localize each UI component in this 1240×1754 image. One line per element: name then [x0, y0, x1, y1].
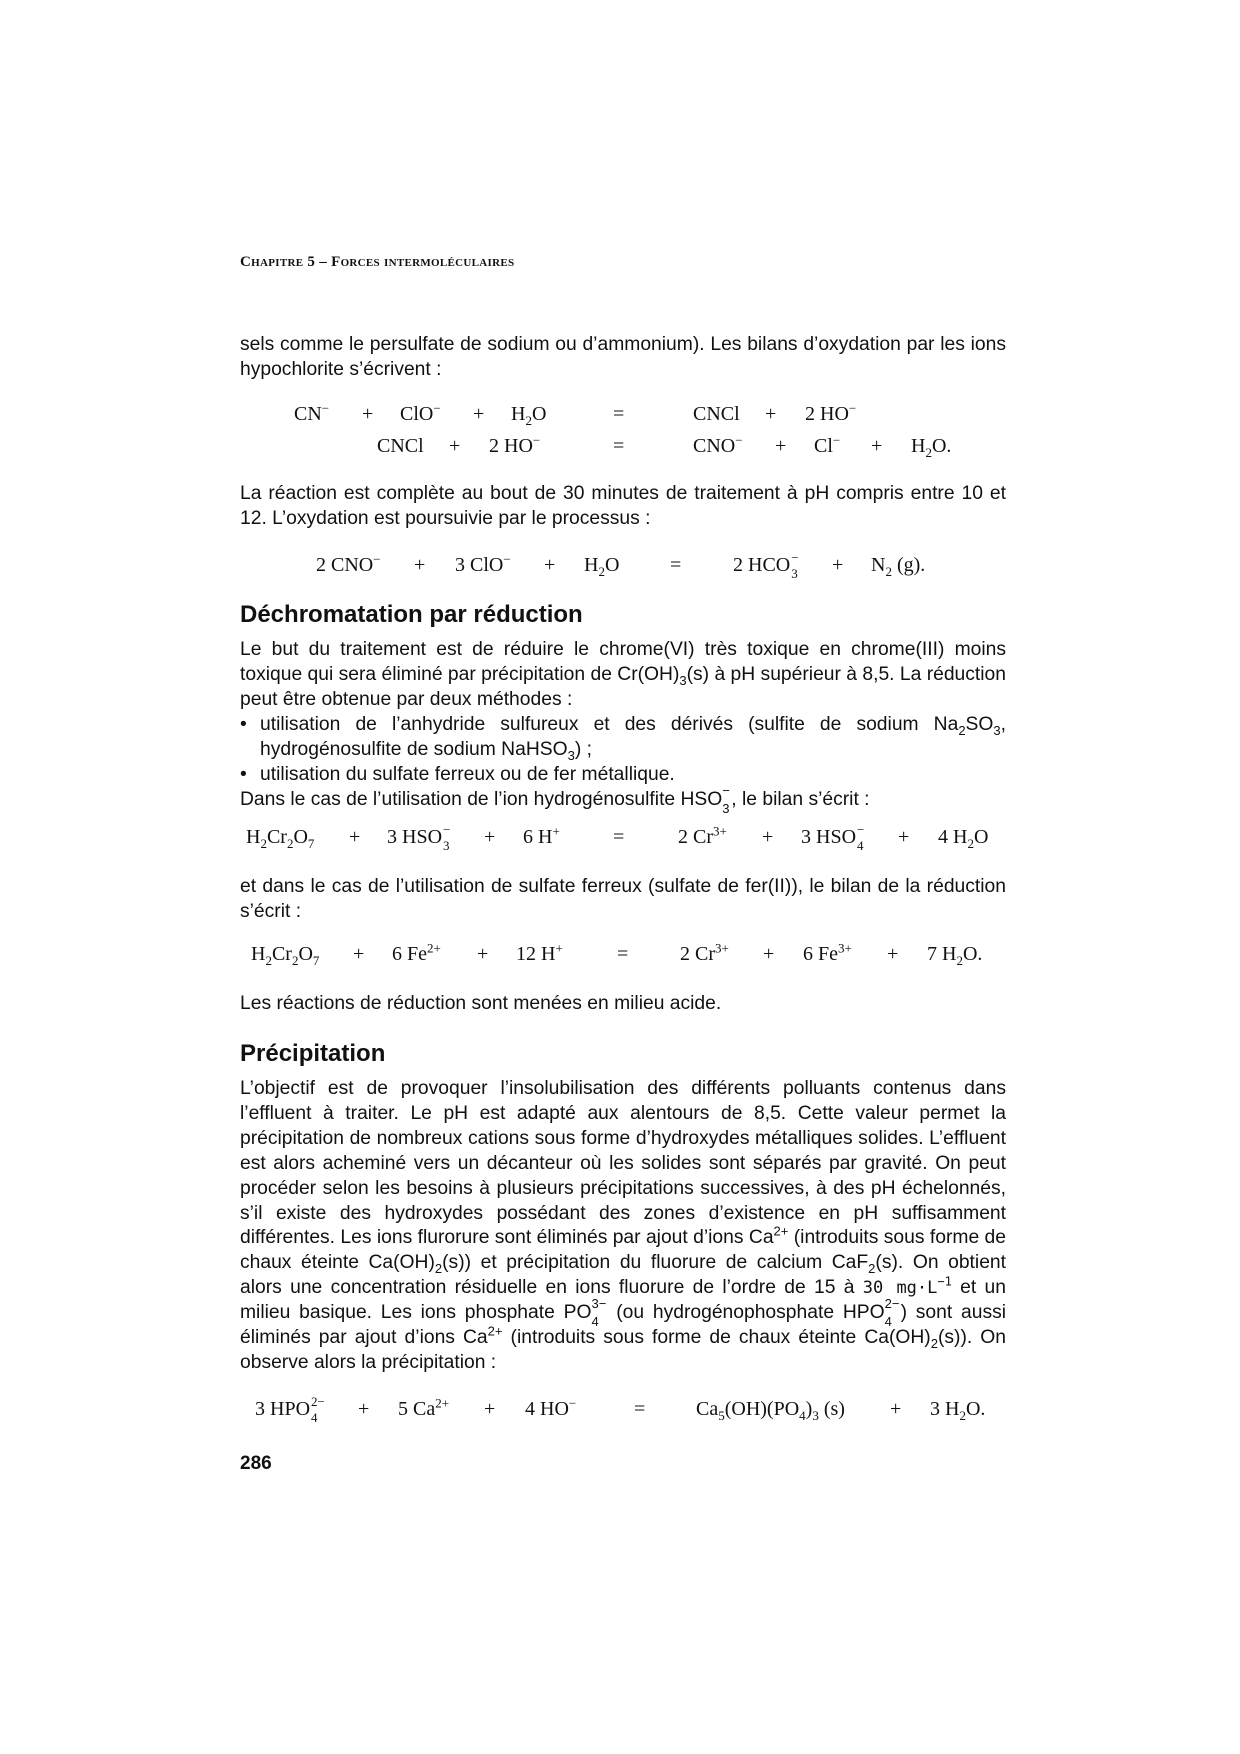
eq4-term-f: 4 $H_2O$: [938, 826, 989, 851]
page-number: 286: [240, 1453, 272, 1474]
eq1-term-a: CN−: [294, 400, 330, 425]
eq2-term-a: CNCl: [377, 435, 424, 457]
eq2-plus-1: +: [449, 435, 461, 457]
paragraph-reaction-complete: La réaction est complète au bout de 30 minutes de traitement à pH compris entre 10 et 12. L’oxydation est poursuivie par le processus :: [240, 483, 1006, 529]
eq6-term-c: 4 HO−: [525, 1395, 577, 1420]
paragraph-acid-medium: Les réactions de réduction sont menées en milieu acide.: [240, 993, 722, 1014]
eq3-plus-2: +: [544, 554, 556, 576]
eq1-term-c: $H_2O$: [511, 403, 547, 428]
eq5-term-e: 6 $Fe^{3+}$: [803, 940, 852, 965]
eq5-plus-2: +: [477, 943, 489, 965]
eq5-plus-4: +: [887, 943, 899, 965]
paragraph-intro: sels comme le persulfate de sodium ou d’ammonium). Les bilans d’oxydation par les ions hypochlorite s’écrivent :: [240, 334, 1006, 380]
eq5-term-c: 12 H+: [516, 940, 563, 965]
eq2-plus-3: +: [871, 435, 883, 457]
eq2-term-e: $H_2O$.: [911, 435, 952, 460]
section-heading-precipitation: Précipitation: [240, 1040, 386, 1067]
eq1-term-d: CNCl: [693, 403, 740, 425]
eq3-plus-1: +: [414, 554, 426, 576]
list-item-ferrous-sulfate: • utilisation du sulfate ferreux ou de fer métallique.: [240, 764, 675, 785]
eq6-plus-2: +: [484, 1398, 496, 1420]
eq1-plus-3: +: [765, 403, 777, 425]
eq2-term-d: Cl−: [814, 432, 841, 457]
eq3-equals: =: [670, 554, 682, 576]
eq3-term-d: 2 HCO − 3: [733, 550, 799, 581]
paragraph-hydrogenosulfite: Dans le cas de l’utilisation de l’ion hydrogénosulfite HSO − 3 , le bilan s’écrit :: [240, 783, 870, 816]
eq2-equals: =: [613, 435, 625, 457]
bullet-icon: •: [240, 764, 247, 785]
paragraph-precipitation: L’objectif est de provoquer l’insolubilisation des différents polluants contenus dans l’effluent à traiter. Le pH est adapté aux alentours de 8,5. Cette valeur permet la précipitation de nombreux cations sous forme d’hydroxydes métalliques solides. L’effluent est alors acheminé vers un décanteur où les solides sont séparés par gravité. On peut procéder selon les besoins à plusieurs précipitations successives, à des pH échelonnés, s’il existe des hydroxydes possédant des zones d’existence en pH suffisamment différentes. Les ions flurorure sont éliminés par ajout d’ions $Ca^{2+}$ (introduits sous forme de chaux éteinte $Ca(OH)_2(s)$) et précipitation du fluorure de calcium CaF$_2$(s). On obtient alors une concentration résiduelle en ions fluorure de l’ordre de 15 à 30 $mg\cdot L^{-1}$ et un milieu basique. Les ions phosphate PO 3− 4 (ou hydrogénophosphate HPO 2− 4 ) sont aussi éliminés par ajout d’ions $Ca^{2+}$ (introduits sous forme de chaux éteinte $Ca(OH)_2(s)$). On observe alors la précipitation :: [240, 1078, 1007, 1373]
eq3-term-e: $N_2$ (g).: [871, 554, 926, 579]
eq5-equals: =: [617, 943, 629, 965]
eq2-term-b: 2 HO−: [489, 432, 541, 457]
eq4-term-b: 3 HSO − 3: [387, 822, 451, 853]
eq6-term-b: 5 $Ca^{2+}$: [398, 1395, 450, 1420]
eq5-term-f: 7 $H_2O$.: [927, 943, 983, 968]
eq4-plus-3: +: [762, 826, 774, 848]
eq3-term-b: 3 ClO−: [455, 551, 511, 576]
eq6-term-e: 3 $H_2O$.: [930, 1398, 986, 1423]
eq4-plus-2: +: [484, 826, 496, 848]
eq3-term-c: $H_2O$: [584, 554, 620, 579]
eq1-plus-2: +: [473, 403, 485, 425]
running-header: Chapitre 5 – Forces intermoléculaires: [240, 254, 515, 270]
eq1-equals: =: [613, 403, 625, 425]
eq4-term-a: $H_2Cr_2O_7$: [246, 826, 315, 851]
eq1-plus-1: +: [362, 403, 374, 425]
eq4-plus-1: +: [349, 826, 361, 848]
eq4-plus-4: +: [898, 826, 910, 848]
eq4-term-d: 2 $Cr^{3+}$: [678, 823, 727, 848]
eq5-plus-3: +: [763, 943, 775, 965]
eq1-term-b: ClO−: [400, 400, 441, 425]
eq5-term-d: 2 $Cr^{3+}$: [680, 940, 729, 965]
eq3-term-a: 2 CNO−: [316, 551, 381, 576]
eq2-plus-2: +: [775, 435, 787, 457]
eq5-term-b: 6 $Fe^{2+}$: [392, 940, 441, 965]
eq6-plus-1: +: [358, 1398, 370, 1420]
eq5-plus-1: +: [353, 943, 365, 965]
paragraph-ferrous-sulfate: et dans le cas de l’utilisation de sulfate ferreux (sulfate de fer(II)), le bilan de la réduction s’écrit :: [240, 876, 1006, 922]
eq4-equals: =: [613, 826, 625, 848]
eq3-plus-3: +: [832, 554, 844, 576]
list-item-sulfite: • utilisation de l’anhydride sulfureux et des dérivés (sulfite de sodium $Na_2SO_3$, hydrogénosulfite de sodium NaHSO$_3$) ;: [240, 714, 1006, 763]
bullet-icon: •: [240, 714, 247, 735]
eq2-term-c: CNO−: [693, 432, 743, 457]
eq4-term-c: 6 H+: [523, 823, 560, 848]
eq6-plus-3: +: [890, 1398, 902, 1420]
eq5-term-a: $H_2Cr_2O_7$: [251, 943, 320, 968]
paragraph-dechromatation: Le but du traitement est de réduire le chrome(VI) très toxique en chrome(III) moins toxique qui sera éliminé par précipitation de $Cr(OH)_3(s)$ à pH supérieur à 8,5. La réduction peut être obtenue par deux méthodes :: [240, 639, 1007, 710]
eq6-term-d: $Ca_5(OH)(PO_4)_3$ (s): [696, 1398, 845, 1423]
eq6-equals: =: [634, 1398, 646, 1420]
eq6-term-a: 3 HPO 2− 4: [255, 1394, 325, 1425]
eq1-term-e: 2 HO−: [805, 400, 857, 425]
eq4-term-e: 3 HSO − 4: [801, 822, 865, 853]
section-heading-dechromatation: Déchromatation par réduction: [240, 601, 583, 628]
